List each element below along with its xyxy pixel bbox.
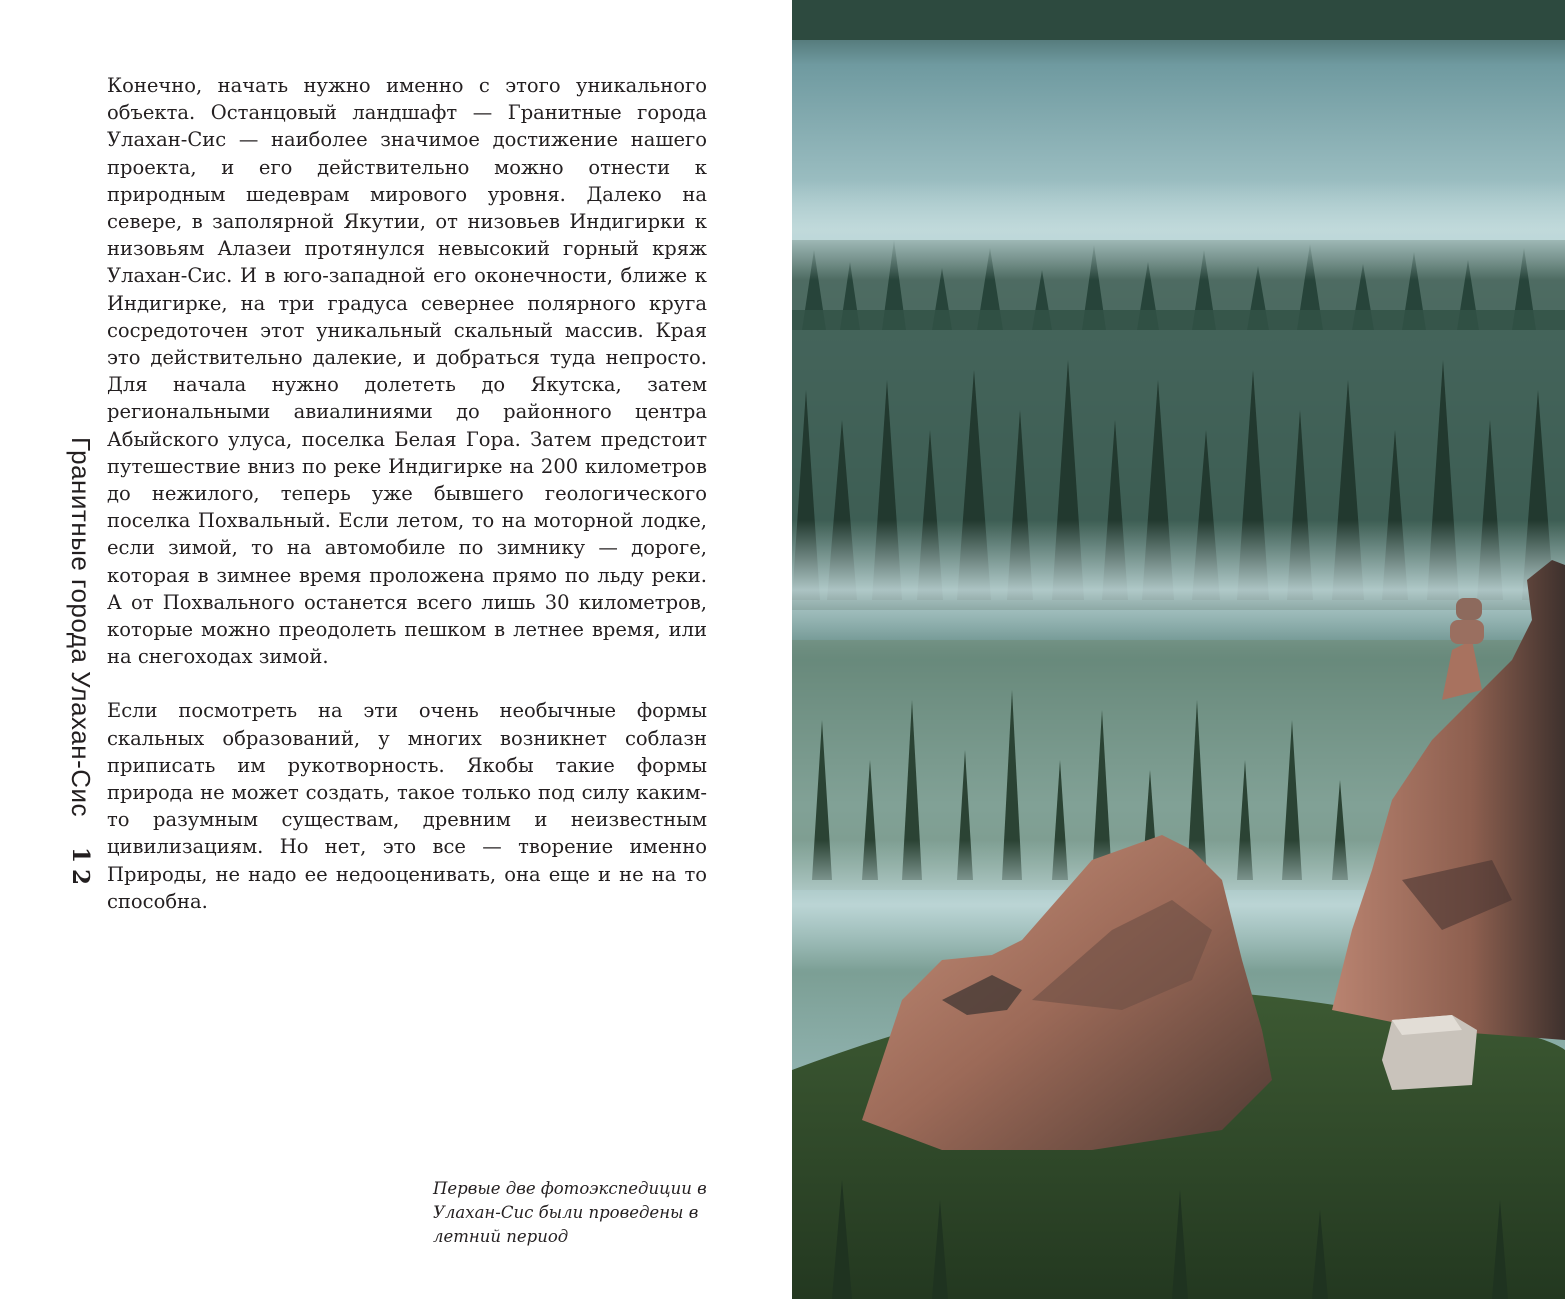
body-text bbox=[107, 72, 707, 942]
paragraph-2: Если посмотреть на эти очень необычные формы скальных образований, у многих возникнет соблазн приписать им рукотворность. Якобы такие формы природа не может создать, такое только под силу каким-то разумным существам, древним и неизвестным цивилизациям. Но нет, это все — творение именно Природы, не надо ее недооценивать, она еще и не на то способна. bbox=[107, 699, 707, 913]
landscape-photo bbox=[792, 0, 1565, 1299]
paragraph-1: Конечно, начать нужно именно с этого уникального объекта. Останцовый ландшафт — Гранитные города Улахан-Сис — наиболее значимое достижение нашего проекта, и его действительно можно отнести к природным шедеврам мирового уровня. Далеко на севере, в заполярной Якутии, от низовьев Индигирки к низовьям Алазеи протянулся невысокий горный кряж Улахан-Сис. И в юго-западной его оконечности, ближе к Индигирке, на три градуса севернее полярного круга сосредоточен этот уникальный скальный массив. Края это действительно далекие, и добраться туда непросто. Для начала нужно долететь до Якутска, затем региональными авиалиниями до районного центра Абыйского улуса, поселка Белая Гора. Затем предстоит путешествие вниз по реке Индигирке на 200 километров до нежилого, теперь уже бывшего геологического поселка Похвальный. Если летом, то на моторной лодке, если зимой, то на автомобиле по зимнику — дороге, которая в зимнее время проложена прямо по льду реки. А от Похвального останется всего лишь 30 километров, которые можно преодолеть пешком в летнее время, или на снегоходах зимой. bbox=[107, 74, 707, 669]
landscape-photo-illustration bbox=[792, 0, 1565, 1299]
running-head-line bbox=[58, 437, 104, 892]
page-number: 12 bbox=[67, 847, 95, 892]
photo-caption: Первые две фотоэкспедиции в Улахан-Сис были проведены в летний период bbox=[433, 1179, 707, 1246]
running-head-title: Гранитные города Улахан-Сис bbox=[66, 437, 97, 818]
running-head bbox=[58, 437, 104, 892]
